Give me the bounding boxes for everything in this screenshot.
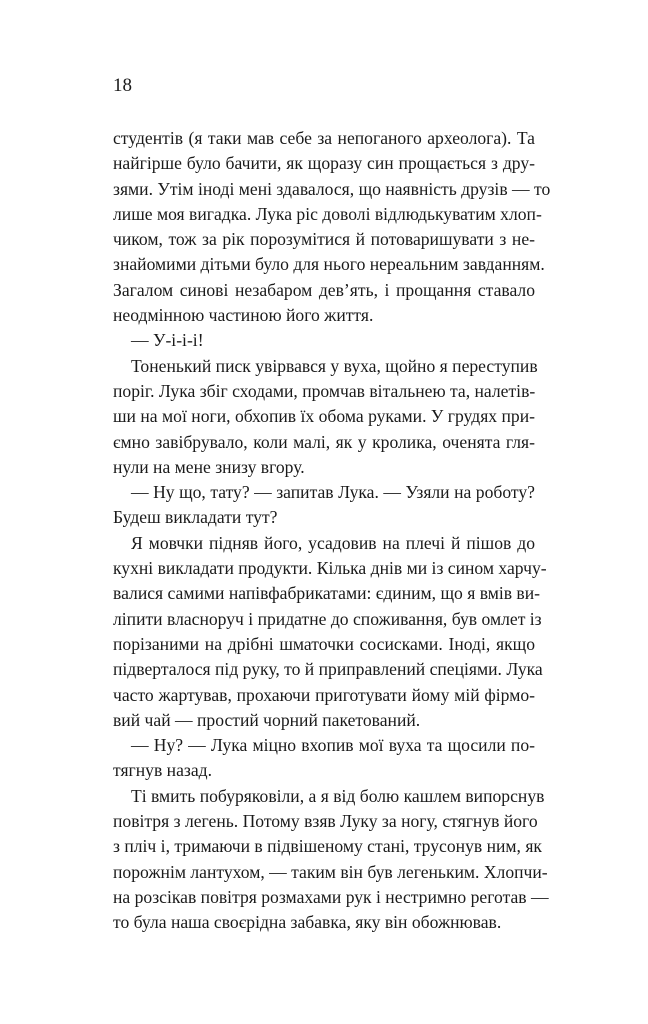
text-line: нули на мене знизу вгору.	[113, 456, 305, 477]
text-line: підверталося під руку, то й приправлений спеціями. Лука	[113, 659, 543, 680]
text-line: зями. Утім іноді мені здавалося, що наявність друзів — то	[113, 178, 551, 199]
text-line: поріг. Лука збіг сходами, промчав вітальнею та, налетів-	[113, 380, 536, 401]
text-line: студентів (я таки мав себе за непоганого археолога). Та	[113, 128, 535, 148]
text-line: неодмінною частиною його життя.	[113, 305, 374, 326]
text-line: Будеш викладати тут?	[113, 507, 278, 528]
text-line: часто жартував, прохаючи приготувати йому мій фірмо-	[113, 684, 535, 705]
text-line: кухні викладати продукти. Кілька днів ми із сином харчу-	[113, 558, 547, 579]
text-line: лише моя вигадка. Лука ріс доволі відлюдькуватим хлоп-	[113, 203, 542, 224]
text-line: ліпити власноруч і придатне до споживання, був омлет із	[113, 608, 542, 629]
body-text	[113, 126, 551, 936]
page-number: 18	[113, 75, 132, 96]
text-line: Я мовчки підняв його, усадовив на плечі й пішов до	[131, 532, 535, 553]
text-line: — Ну що, тату? — запитав Лука. — Узяли на роботу?	[131, 482, 535, 503]
text-line: тягнув назад.	[113, 760, 213, 781]
text-line: порожнім лантухом, — таким він був легеньким. Хлопчи-	[113, 861, 548, 882]
text-line: з пліч і, тримаючи в підвішеному стані, трусонув ним, як	[113, 836, 542, 857]
text-line: Загалом синові незабаром дев’ять, і прощання ставало	[113, 279, 535, 300]
text-line: ши на мої ноги, обхопив їх обома руками. У грудях при-	[113, 406, 535, 427]
text-line: порізаними на дрібні шматочки сосисками. Іноді, якщо	[113, 633, 535, 654]
text-line: то була наша своєрідна забавка, яку він обожнював.	[113, 912, 502, 933]
text-line: — Ну? — Лука міцно вхопив мої вуха та щосили по-	[131, 735, 535, 756]
text-line: Ті вмить побуряковіли, а я від болю кашлем випорснув	[131, 785, 545, 806]
text-line: найгірше було бачити, як щоразу син прощається з дру-	[113, 153, 535, 174]
text-line: вий чай — простий чорний пакетований.	[113, 709, 421, 730]
text-line: — У-і-і-і!	[131, 330, 204, 351]
text-line: ємно завібрувало, коли малі, як у кролика, оченята гля-	[113, 431, 535, 452]
text-line: знайомими дітьми було для нього нереальним завданням.	[113, 254, 545, 275]
text-line: чиком, тож за рік порозумітися й потоваришувати з не-	[113, 229, 535, 250]
text-line: повітря з легень. Потому взяв Луку за ногу, стягнув його	[113, 811, 538, 832]
text-line: валися самими напівфабрикатами: єдиним, що я вмів ви-	[113, 583, 541, 604]
text-line: на розсікав повітря розмахами рук і нестримно реготав —	[113, 886, 549, 907]
text-line: Тоненький писк увірвався у вуха, щойно я переступив	[131, 355, 538, 376]
